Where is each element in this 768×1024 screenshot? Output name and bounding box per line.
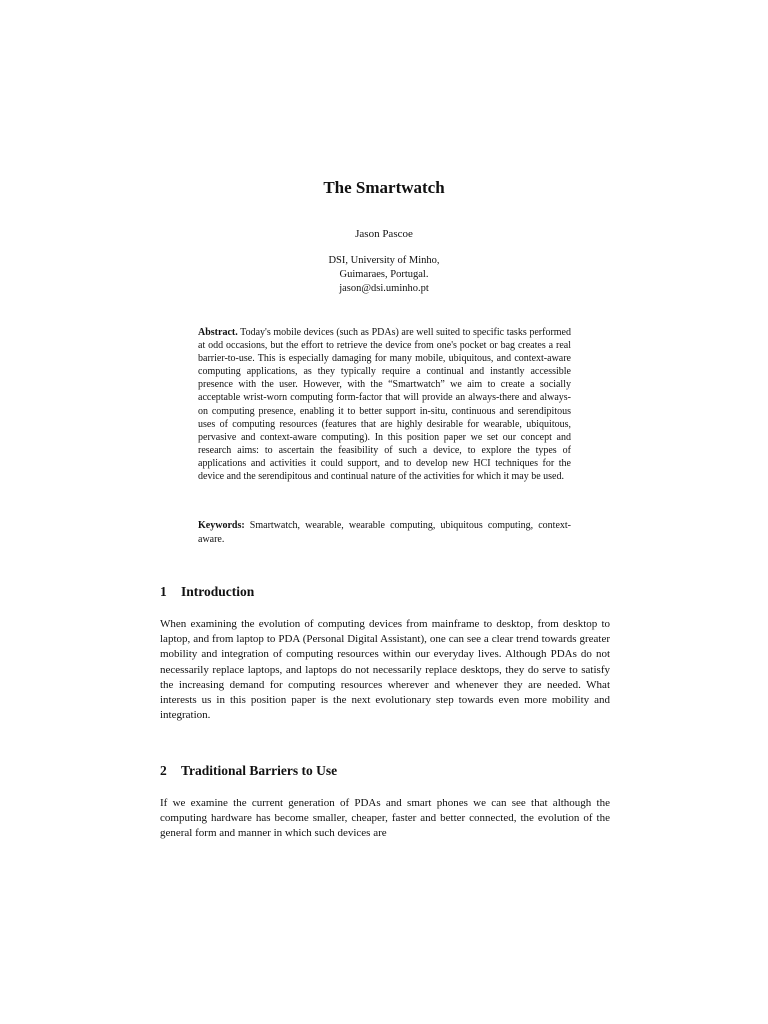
section-title: Introduction <box>181 584 255 599</box>
abstract-text: Today's mobile devices (such as PDAs) are well suited to specific tasks performed at odd occasions, but the effort to retrieve the device from one's pocket or bag creates a real barrier-to-use. This is especially damaging for many mobile, ubiquitous, and context-aware computing applications, as they typically require a continual and instantly accessible presence with the user. However, with the “Smartwatch” we aim to create a socially acceptable wrist-worn computing form-factor that will provide an always-there and always-on computing presence, enabling it to better support in-situ, continuous and serendipitous uses of computing resources (features that are highly desirable for wearable, ubiquitous, pervasive and context-aware computing). In this position paper we set our concept and research aims: to ascertain the feasibility of such a device, to explore the types of applications and activities it could support, and to develop new HCI techniques for the device and the serendipitous and continual nature of the activities for which it may be used. <box>198 327 571 483</box>
keywords <box>198 519 571 546</box>
affiliation-location: Guimaraes, Portugal. <box>339 269 429 280</box>
section-heading-introduction <box>160 584 254 600</box>
barriers-paragraph: If we examine the current generation of PDAs and smart phones we can see that although the computing hardware has become smaller, cheaper, faster and better connected, the evolution of the general form and manner in which such devices are <box>160 797 610 840</box>
section-title: Traditional Barriers to Use <box>181 763 338 778</box>
section-number: 1 <box>160 584 167 599</box>
abstract <box>198 326 571 483</box>
section-heading-barriers <box>160 763 337 779</box>
author-email: jason@dsi.uminho.pt <box>339 283 429 294</box>
abstract-label: Abstract. <box>198 327 238 338</box>
section-number: 2 <box>160 763 167 778</box>
introduction-paragraph: When examining the evolution of computing devices from mainframe to desktop, from desktop to laptop, and from laptop to PDA (Personal Digital Assistant), one can see a clear trend towards greater mobility and integration of computing resources within our everyday lives. Although PDAs do not necessarily replace laptops, and laptops do not necessarily replace desktops, they do serve to satisfy the increasing demand for computing resources wherever and whenever they are needed. What interests us in this position paper is the next evolutionary step towards even more mobility and integration. <box>160 618 610 722</box>
author-name: Jason Pascoe <box>355 228 413 240</box>
keywords-label: Keywords: <box>198 520 245 531</box>
paper-title: The Smartwatch <box>323 178 445 197</box>
keywords-text: Smartwatch, wearable, wearable computing, ubiquitous computing, context-aware. <box>198 520 572 545</box>
affiliation-department: DSI, University of Minho, <box>328 255 440 266</box>
author-affiliation <box>0 254 768 296</box>
